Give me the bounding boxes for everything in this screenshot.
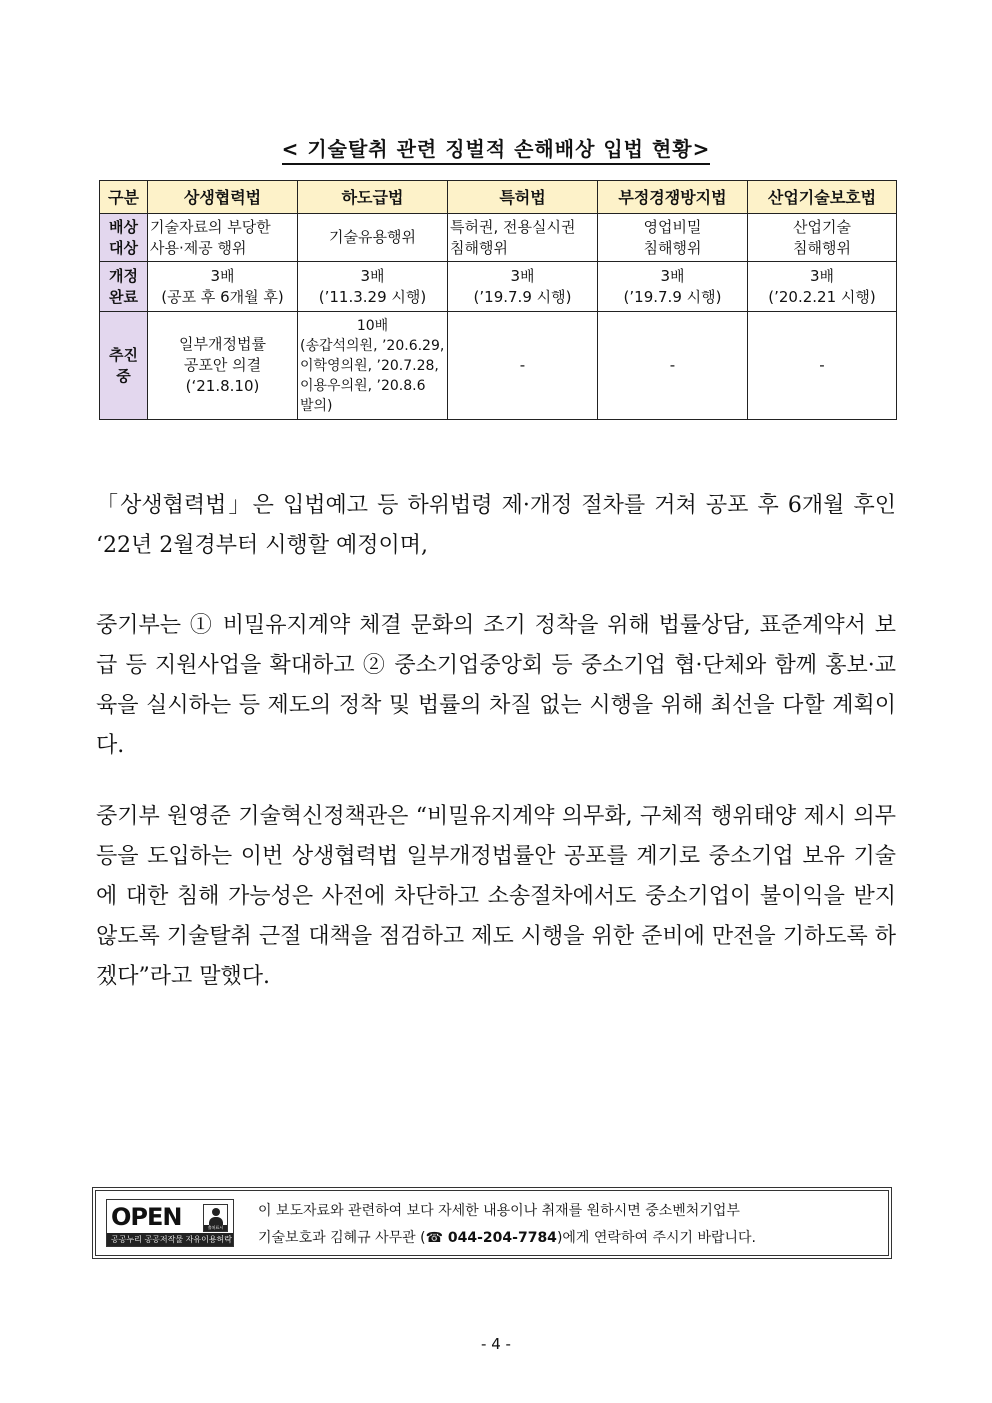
phone-number: ☎ 044-204-7784 — [425, 1230, 557, 1246]
table-cell: 10배 (송갑석의원, ’20.6.29, 이학영의원, ’20.7.28, 이용우의원, ’20.8.6 발의) — [298, 312, 448, 420]
open-logo-text: OPEN — [111, 1203, 182, 1231]
kogl-caption: 공공누리 공공저작물 자유이용허락 — [107, 1233, 233, 1246]
paragraph-ministry-plan: 중기부는 ① 비밀유지계약 체결 문화의 조기 정착을 위해 법률상담, 표준계약서 보급 등 지원사업을 확대하고 ② 중소기업중앙회 등 중소기업 협·단체와 함께 홍보·교육을 실시하는 등 제도의 정착 및 법률의 차질 없는 시행을 위해 최선을 다할 계획이다. — [96, 613, 896, 758]
header-unfair-competition-act: 부정경쟁방지법 — [598, 181, 748, 214]
paragraph-official-quote: 중기부 원영준 기술혁신정책관은 “비밀유지계약 의무화, 구체적 행위태양 제시 의무 등을 도입하는 이번 상생협력법 일부개정법률안 공포를 계기로 중소기업 보유 기술에 대한 침해 가능성은 사전에 차단하고 소송절차에서도 중소기업이 불이익을 받지 않도록 기술탈취 근절 대책을 점검하고 제도 시행을 위한 준비에 만전을 기하도록 하겠다”라고 말했다. — [96, 804, 896, 989]
kogl-open-logo — [106, 1199, 234, 1247]
table-row-compensation-target — [100, 214, 897, 262]
table-cell: 기술자료의 부당한 사용·제공 행위 — [148, 214, 298, 262]
paragraph-enforcement-schedule: 「상생협력법」은 입법예고 등 하위법령 제·개정 절차를 거쳐 공포 후 6개월 후인 ‘22년 2월경부터 시행할 예정이며, — [96, 493, 896, 558]
table-title: < 기술탈취 관련 징벌적 손해배상 입법 현황> — [0, 133, 992, 162]
table-cell: - — [448, 312, 598, 420]
table-cell: 일부개정법률 공포안 의결 (‘21.8.10) — [148, 312, 298, 420]
row-label: 추진 중 — [100, 312, 148, 420]
table-cell: 3배 (’11.3.29 시행) — [298, 262, 448, 312]
contact-line-2: 기술보호과 김혜규 사무관 (☎ 044-204-7784)에게 연락하여 주시기 바랍니다. — [258, 1230, 757, 1246]
table-cell: 기술유용행위 — [298, 214, 448, 262]
table-cell: 3배 (’19.7.9 시행) — [448, 262, 598, 312]
table-row-revision-complete — [100, 262, 897, 312]
header-industrial-tech-act: 산업기술보호법 — [748, 181, 897, 214]
table-cell: 3배 (’20.2.21 시행) — [748, 262, 897, 312]
header-subcontract-act: 하도급법 — [298, 181, 448, 214]
contact-text — [258, 1198, 756, 1252]
table-cell: - — [598, 312, 748, 420]
header-win-win-act: 상생협력법 — [148, 181, 298, 214]
attribution-badge-icon: 출처표시 — [203, 1204, 228, 1232]
table-cell: 3배 (’19.7.9 시행) — [598, 262, 748, 312]
page-number: - 4 - — [481, 1335, 511, 1353]
table-cell: 특허권, 전용실시권 침해행위 — [448, 214, 598, 262]
row-label: 배상 대상 — [100, 214, 148, 262]
header-patent-act: 특허법 — [448, 181, 598, 214]
table-cell: 영업비밀 침해행위 — [598, 214, 748, 262]
table-cell: 산업기술 침해행위 — [748, 214, 897, 262]
table-cell: - — [748, 312, 897, 420]
table-cell: 3배 (공포 후 6개월 후) — [148, 262, 298, 312]
contact-info-box — [92, 1187, 892, 1259]
table-header-row — [100, 181, 897, 214]
contact-line-1: 이 보도자료와 관련하여 보다 자세한 내용이나 취재를 원하시면 중소벤처기업부 — [258, 1203, 740, 1219]
legislation-table — [99, 180, 897, 420]
table-row-in-progress — [100, 312, 897, 420]
header-category: 구분 — [100, 181, 148, 214]
row-label: 개정 완료 — [100, 262, 148, 312]
